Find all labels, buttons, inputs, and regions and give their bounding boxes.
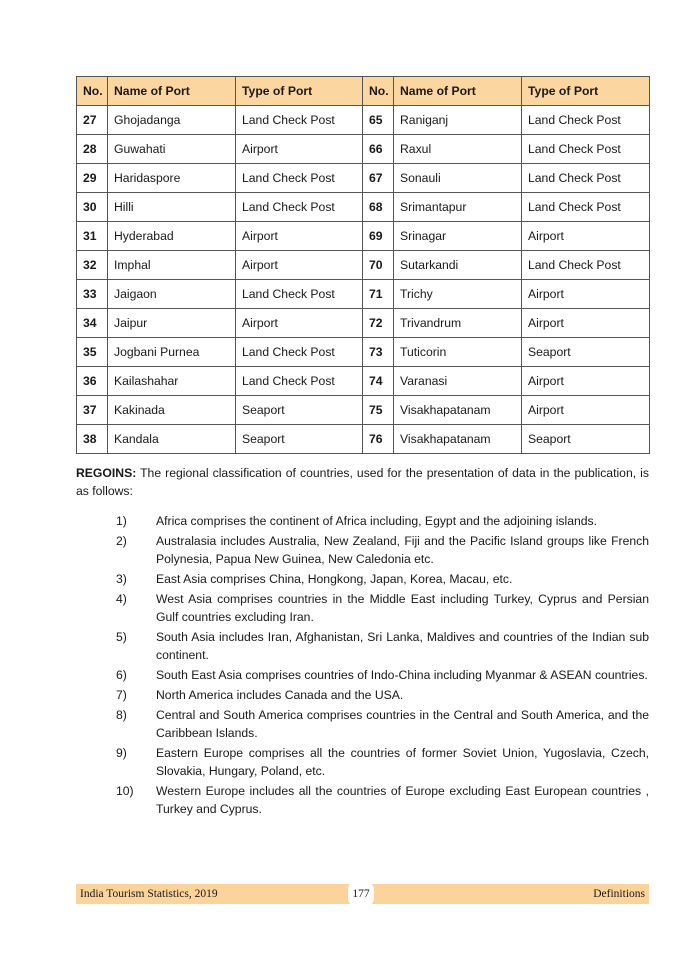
table-row xyxy=(77,135,650,164)
cell-no: 68 xyxy=(363,193,394,222)
list-index: 7) xyxy=(116,688,127,702)
cell-no: 71 xyxy=(363,280,394,309)
cell-no: 27 xyxy=(77,106,108,135)
cell-port-name: Srinagar xyxy=(394,222,522,251)
list-text: South East Asia comprises countries of Indo-China including Myanmar & ASEAN countries. xyxy=(156,668,648,682)
cell-port-type: Seaport xyxy=(522,425,650,454)
cell-port-name: Hyderabad xyxy=(108,222,236,251)
cell-port-type: Airport xyxy=(236,251,363,280)
list-text: East Asia comprises China, Hongkong, Japan, Korea, Macau, etc. xyxy=(156,572,513,586)
cell-port-name: Ghojadanga xyxy=(108,106,236,135)
cell-port-type: Airport xyxy=(522,396,650,425)
cell-port-type: Land Check Post xyxy=(236,367,363,396)
cell-no: 28 xyxy=(77,135,108,164)
cell-no: 31 xyxy=(77,222,108,251)
cell-port-type: Land Check Post xyxy=(236,338,363,367)
cell-port-name: Raxul xyxy=(394,135,522,164)
cell-port-type: Land Check Post xyxy=(236,164,363,193)
list-item xyxy=(76,590,649,626)
section-name: Definitions xyxy=(593,888,645,900)
cell-port-name: Jaigaon xyxy=(108,280,236,309)
cell-port-name: Jogbani Purnea xyxy=(108,338,236,367)
table-row xyxy=(77,396,650,425)
cell-port-name: Trichy xyxy=(394,280,522,309)
table-row xyxy=(77,280,650,309)
page-number: 177 xyxy=(348,883,374,905)
cell-port-type: Airport xyxy=(522,309,650,338)
cell-port-name: Varanasi xyxy=(394,367,522,396)
cell-port-name: Haridaspore xyxy=(108,164,236,193)
list-index: 3) xyxy=(116,572,127,586)
cell-port-type: Land Check Post xyxy=(236,280,363,309)
cell-no: 29 xyxy=(77,164,108,193)
list-text: Africa comprises the continent of Africa including, Egypt and the adjoining islands. xyxy=(156,514,598,528)
cell-no: 33 xyxy=(77,280,108,309)
regions-section xyxy=(76,464,649,820)
cell-port-type: Seaport xyxy=(522,338,650,367)
cell-port-type: Land Check Post xyxy=(236,106,363,135)
list-index: 1) xyxy=(116,514,127,528)
cell-no: 69 xyxy=(363,222,394,251)
cell-no: 30 xyxy=(77,193,108,222)
cell-port-name: Kakinada xyxy=(108,396,236,425)
cell-port-type: Airport xyxy=(236,222,363,251)
list-item xyxy=(76,744,649,780)
table-row xyxy=(77,106,650,135)
ports-table xyxy=(76,76,650,454)
table-row xyxy=(77,164,650,193)
table-row xyxy=(77,251,650,280)
list-item xyxy=(76,512,649,530)
table-row xyxy=(77,309,650,338)
cell-port-type: Airport xyxy=(236,309,363,338)
cell-no: 74 xyxy=(363,367,394,396)
table-row xyxy=(77,222,650,251)
cell-no: 70 xyxy=(363,251,394,280)
cell-no: 66 xyxy=(363,135,394,164)
cell-no: 35 xyxy=(77,338,108,367)
cell-port-name: Srimantapur xyxy=(394,193,522,222)
cell-port-name: Visakhapatanam xyxy=(394,396,522,425)
cell-port-type: Land Check Post xyxy=(522,251,650,280)
list-text: Eastern Europe comprises all the countries of former Soviet Union, Yugoslavia, Czech, Slovakia, Hungary, Poland, etc. xyxy=(156,746,649,778)
publication-title: India Tourism Statistics, 2019 xyxy=(80,888,218,900)
list-index: 2) xyxy=(116,534,127,548)
list-index: 5) xyxy=(116,630,127,644)
header-type-left: Type of Port xyxy=(236,77,363,106)
cell-port-type: Airport xyxy=(522,367,650,396)
cell-port-type: Land Check Post xyxy=(522,106,650,135)
regions-intro-text: The regional classification of countries, used for the presentation of data in the publication, is as follows: xyxy=(76,466,649,498)
header-no-right: No. xyxy=(363,77,394,106)
cell-port-name: Raniganj xyxy=(394,106,522,135)
list-index: 8) xyxy=(116,708,127,722)
cell-port-name: Guwahati xyxy=(108,135,236,164)
list-text: South Asia includes Iran, Afghanistan, Sri Lanka, Maldives and countries of the Indian sub continent. xyxy=(156,630,649,662)
regions-label: REGOINS: xyxy=(76,466,137,480)
cell-port-type: Land Check Post xyxy=(236,193,363,222)
cell-port-type: Land Check Post xyxy=(522,135,650,164)
cell-no: 36 xyxy=(77,367,108,396)
cell-no: 73 xyxy=(363,338,394,367)
list-item xyxy=(76,666,649,684)
cell-port-name: Hilli xyxy=(108,193,236,222)
cell-port-type: Airport xyxy=(236,135,363,164)
cell-port-name: Visakhapatanam xyxy=(394,425,522,454)
header-type-right: Type of Port xyxy=(522,77,650,106)
cell-port-name: Tuticorin xyxy=(394,338,522,367)
cell-no: 75 xyxy=(363,396,394,425)
cell-port-type: Airport xyxy=(522,222,650,251)
list-item xyxy=(76,628,649,664)
cell-no: 37 xyxy=(77,396,108,425)
cell-no: 32 xyxy=(77,251,108,280)
table-row xyxy=(77,193,650,222)
list-index: 10) xyxy=(116,784,134,798)
list-text: West Asia comprises countries in the Middle East including Turkey, Cyprus and Persian Gulf countries excluding Iran. xyxy=(156,592,649,624)
cell-port-name: Kailashahar xyxy=(108,367,236,396)
table-row xyxy=(77,425,650,454)
cell-no: 67 xyxy=(363,164,394,193)
cell-no: 38 xyxy=(77,425,108,454)
header-name-right: Name of Port xyxy=(394,77,522,106)
table-row xyxy=(77,367,650,396)
cell-port-name: Jaipur xyxy=(108,309,236,338)
list-text: Western Europe includes all the countries of Europe excluding East European countries , Turkey and Cyprus. xyxy=(156,784,649,816)
cell-no: 76 xyxy=(363,425,394,454)
regions-list xyxy=(76,512,649,818)
list-item xyxy=(76,782,649,818)
list-index: 4) xyxy=(116,592,127,606)
list-index: 6) xyxy=(116,668,127,682)
cell-port-type: Seaport xyxy=(236,396,363,425)
cell-port-name: Imphal xyxy=(108,251,236,280)
cell-port-type: Land Check Post xyxy=(522,193,650,222)
table-body xyxy=(77,106,650,454)
list-item xyxy=(76,706,649,742)
list-item xyxy=(76,532,649,568)
cell-no: 34 xyxy=(77,309,108,338)
table-row xyxy=(77,338,650,367)
list-text: North America includes Canada and the USA. xyxy=(156,688,404,702)
regions-intro xyxy=(76,464,649,500)
cell-port-name: Kandala xyxy=(108,425,236,454)
cell-no: 65 xyxy=(363,106,394,135)
cell-port-type: Airport xyxy=(522,280,650,309)
header-row xyxy=(77,77,650,106)
list-text: Central and South America comprises countries in the Central and South America, and the Caribbean Islands. xyxy=(156,708,649,740)
header-name-left: Name of Port xyxy=(108,77,236,106)
list-item xyxy=(76,686,649,704)
cell-port-name: Sonauli xyxy=(394,164,522,193)
cell-port-name: Trivandrum xyxy=(394,309,522,338)
cell-port-name: Sutarkandi xyxy=(394,251,522,280)
list-item xyxy=(76,570,649,588)
cell-port-type: Land Check Post xyxy=(522,164,650,193)
cell-port-type: Seaport xyxy=(236,425,363,454)
page-footer xyxy=(76,884,649,904)
cell-no: 72 xyxy=(363,309,394,338)
list-text: Australasia includes Australia, New Zealand, Fiji and the Pacific Island groups like French Polynesia, Papua New Guinea, New Caledonia etc. xyxy=(156,534,649,566)
header-no-left: No. xyxy=(77,77,108,106)
table-header xyxy=(77,77,650,106)
list-index: 9) xyxy=(116,746,127,760)
